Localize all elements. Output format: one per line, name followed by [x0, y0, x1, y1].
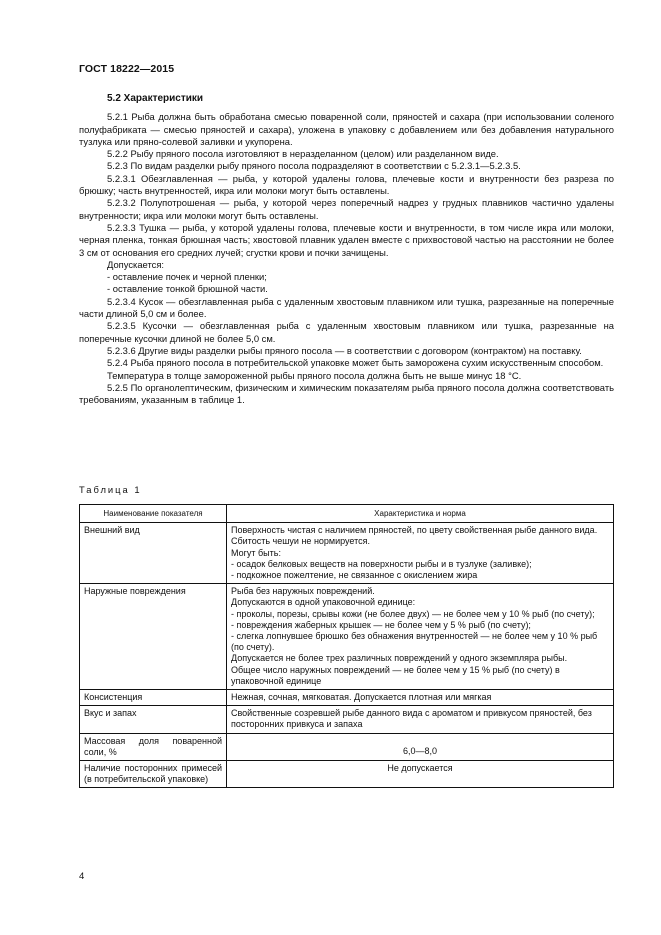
cell-line: - слегка лопнувшее брюшко без обнажения внутренностей — не более чем у 10 % рыб (по счету).	[231, 631, 598, 653]
row-value	[227, 733, 614, 760]
paragraph: Допускается:	[107, 258, 164, 270]
row-value	[227, 523, 614, 584]
list-item: - оставление почек и черной пленки;	[107, 271, 267, 283]
cell-line: - осадок белковых веществ на поверхности рыбы и в тузлуке (заливке);	[231, 558, 532, 569]
row-name: Внешний вид	[80, 523, 227, 584]
cell-line: Свойственные созревшей рыбе данного вида с ароматом и привкусом пряностей, без посторонних привкуса и запаха	[231, 708, 592, 730]
header-characteristic: Характеристика и норма	[227, 505, 614, 523]
cell-line: - повреждения жаберных крышек — не более чем у 5 % рыб (по счету);	[231, 619, 531, 630]
row-name: Вкус и запах	[80, 706, 227, 733]
paragraph: 5.2.3.5 Кусочки — обезглавленная рыба с удаленным хвостовым плавником или тушка, разрезанные на поперечные кусочки длиной не более 5,0 см.	[79, 320, 614, 344]
row-value	[227, 690, 614, 706]
row-name: Наружные повреждения	[80, 584, 227, 690]
row-name: Консистенция	[80, 690, 227, 706]
cell-line: Рыба без наружных повреждений.	[231, 586, 375, 597]
table-caption: Таблица 1	[79, 484, 142, 495]
cell-line: 6,0—8,0	[402, 745, 438, 756]
cell-line: Допускается не более трех различных повреждений у одного экземпляра рыбы.	[231, 653, 568, 664]
section-body	[79, 93, 614, 406]
table-header-row	[80, 505, 614, 523]
row-name: Массовая доля поваренной соли, %	[80, 733, 227, 760]
paragraph: 5.2.2 Рыбу пряного посола изготовляют в неразделанном (целом) или разделанном виде.	[107, 148, 499, 160]
paragraph: 5.2.3.2 Полупотрошеная — рыба, у которой через поперечный надрез у грудных плавников частично удалены внутренности; икра или молоки могут быть оставлены.	[79, 197, 614, 221]
table-row	[80, 690, 614, 706]
paragraph: 5.2.3.1 Обезглавленная — рыба, у которой удалены голова, плечевые кости и внутренности без разреза по брюшку; часть внутренностей, икра или молоки могут быть оставлены.	[79, 172, 614, 197]
paragraph: 5.2.5 По органолептическим, физическим и химическим показателям рыба пряного посола должна соответствовать требованиям, указанным в таблице 1.	[79, 381, 614, 406]
cell-line: - подкожное пожелтение, не связанное с окислением жира	[231, 570, 478, 581]
table-row	[80, 706, 614, 733]
section-title: 5.2 Характеристики	[107, 93, 204, 104]
row-value	[227, 584, 614, 690]
page-number: 4	[79, 871, 85, 882]
paragraph: Температура в толще замороженной рыбы пряного посола должна быть не выше минус 18 °С.	[107, 369, 522, 381]
paragraph: 5.2.4 Рыба пряного посола в потребительской упаковке может быть заморожена сухим искусственным способом.	[107, 357, 604, 369]
paragraph: 5.2.3.6 Другие виды разделки рыбы пряного посола — в соответствии с договором (контрактом) на поставку.	[107, 344, 582, 356]
cell-line: Поверхность чистая с наличием пряностей, по цвету свойственная рыбе данного вида. Сбитость чешуи не нормируется.	[231, 525, 598, 547]
cell-line: Не допускается	[387, 763, 453, 774]
paragraph: 5.2.3.3 Тушка — рыба, у которой удалены голова, плечевые кости и внутренности, в том числе икра или молоки, черная пленка, тонкая брюшная часть; хвостовой плавник удален вместе с прихвостовой частью на расстоянии не более 3 см от основания его средних лучей; сгустки крови и почки зачищены.	[79, 221, 614, 258]
cell-line: Общее число наружных повреждений — не более чем у 15 % рыб (по счету) в упаковочной единице	[231, 664, 560, 686]
table-row	[80, 584, 614, 690]
row-name: Наличие посторонних примесей (в потребительской упаковке)	[80, 761, 227, 788]
document-code: ГОСТ 18222—2015	[79, 63, 175, 75]
header-indicator: Наименование показателя	[80, 505, 227, 523]
table-row	[80, 523, 614, 584]
paragraph: 5.2.3 По видам разделки рыбу пряного посола подразделяют в соответствии с 5.2.3.1—5.2.3.5.	[107, 160, 521, 172]
requirements-table	[79, 504, 614, 788]
cell-line: Могут быть:	[231, 547, 281, 558]
table-row	[80, 761, 614, 788]
row-value	[227, 761, 614, 788]
cell-line: Нежная, сочная, мягковатая. Допускается плотная или мягкая	[231, 692, 492, 703]
cell-line: - проколы, порезы, срывы кожи (не более двух) — не более чем у 10 % рыб (по счету);	[231, 608, 595, 619]
table-row	[80, 733, 614, 760]
row-value	[227, 706, 614, 733]
paragraph: 5.2.3.4 Кусок — обезглавленная рыба с удаленным хвостовым плавником или тушка, разрезанные на поперечные части длиной 5,0 см и более.	[79, 295, 614, 320]
cell-line: Допускаются в одной упаковочной единице:	[231, 597, 416, 608]
paragraph: 5.2.1 Рыба должна быть обработана смесью поваренной соли, пряностей и сахара (при использовании соленого полуфабриката — смесью пряностей и сахара), уложена в упаковку с добавлением или без добавления натурального тузлука или пряно-солевой заливки и укупорена.	[79, 111, 614, 147]
list-item: - оставление тонкой брюшной части.	[107, 283, 268, 295]
